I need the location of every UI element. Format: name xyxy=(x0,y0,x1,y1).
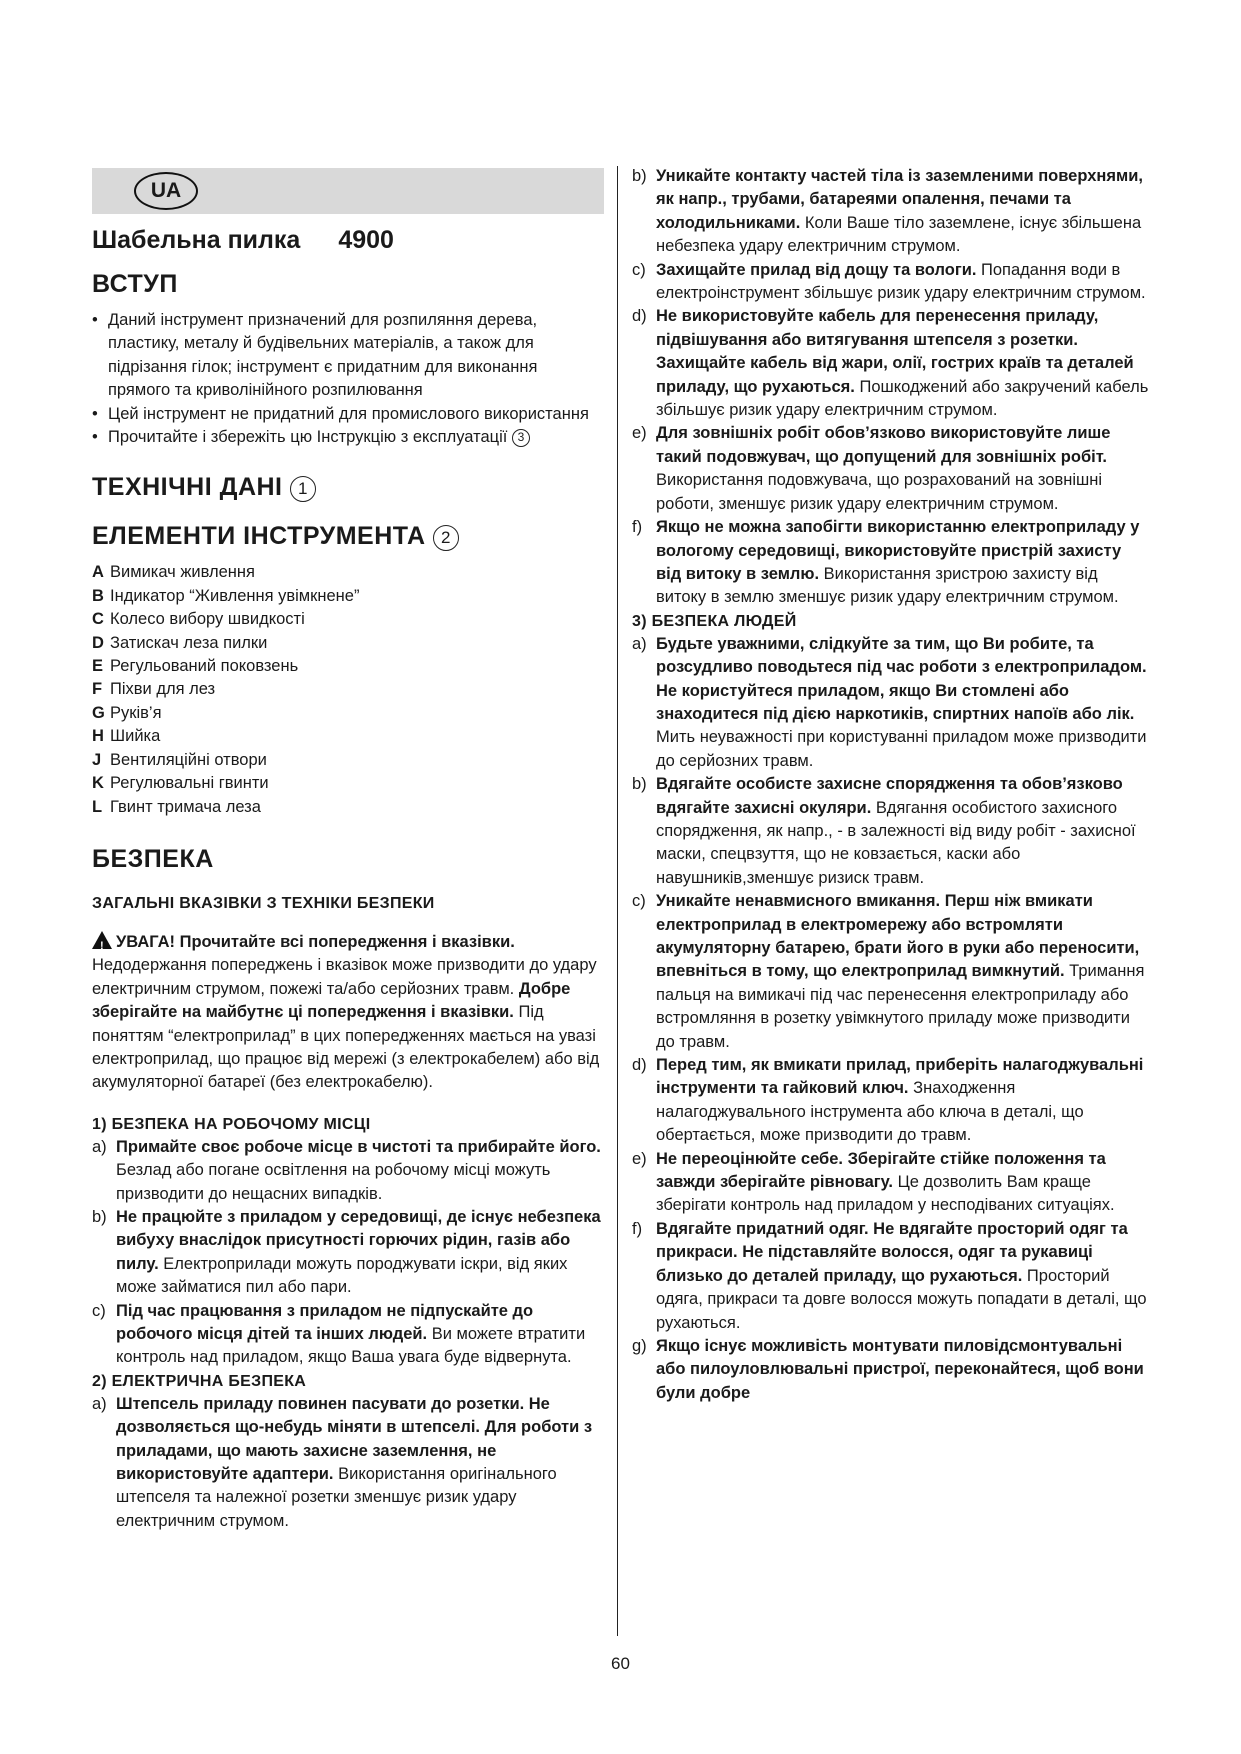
electrical-safety-heading: 2) ЕЛЕКТРИЧНА БЕЗПЕКА xyxy=(92,1372,307,1390)
item-text: Вдягання особистого захисного спорядження, як напр., - в залежності від виду робіт - захисної маски, спецвзуття, що не ковзається, каски або навушників,зменшує ризиск травм. xyxy=(656,798,1136,887)
part-key: D xyxy=(92,633,104,652)
safety-item xyxy=(92,1300,604,1370)
item-text: Просторий одяга, прикраси та довге волосся можуть попадати в деталі, що рухаються. xyxy=(656,1266,1147,1332)
figure-ref-3: 3 xyxy=(512,429,530,447)
safety-item xyxy=(632,422,1150,516)
item-text: Ви можете втратити контроль над приладом, якщо Ваша увага буде відвернута. xyxy=(116,1325,586,1367)
item-letter: e) xyxy=(632,1149,647,1168)
part-key: B xyxy=(92,586,104,605)
warning-keep: Добре зберігайте на майбутнє ці попередження і вказівки. xyxy=(92,979,571,1022)
item-bold: Під час працювання з приладом не підпускайте до робочого місця дітей та інших людей. xyxy=(116,1301,534,1343)
parts-list-item xyxy=(92,772,604,795)
item-letter: c) xyxy=(632,892,646,911)
part-key: J xyxy=(92,750,102,769)
item-bold: Будьте уважними, слідкуйте за тим, що Ви робите, та розсудливо поводьтеся під час роботи з електроприладом. Не користуйтеся приладом, якщо Ви стомлені або знаходитеся під дією наркотиків, спиртних напоїв або лік. xyxy=(656,634,1147,723)
item-text: Знаходження налагоджувального інструмента або ключа в деталі, що обертається, може призводити до травм. xyxy=(656,1079,1084,1145)
item-letter: c) xyxy=(632,260,646,279)
safety-item xyxy=(632,165,1150,259)
elements-heading xyxy=(92,522,604,551)
item-letter: b) xyxy=(632,167,647,185)
part-key: L xyxy=(92,797,103,816)
safety-item xyxy=(632,516,1150,610)
item-letter: d) xyxy=(632,1056,647,1075)
item-text: Коли Ваше тіло заземлене, існує збільшена небезпека удару електричним струмом. xyxy=(656,213,1142,256)
safety-item xyxy=(632,1335,1150,1405)
personal-safety-heading: 3) БЕЗПЕКА ЛЮДЕЙ xyxy=(632,612,797,630)
item-letter: b) xyxy=(632,775,647,794)
warning-icon: ! xyxy=(92,931,112,949)
item-bold: Якщо не можна запобігти використанню електроприладу у вологому середовищі, використовуйте пристрій захисту від витоку в землю. xyxy=(656,518,1140,583)
part-label: Піхви для лез xyxy=(110,680,216,699)
safety-item xyxy=(632,259,1150,306)
elements-heading-text: ЕЛЕМЕНТИ ІНСТРУМЕНТА xyxy=(92,522,426,551)
part-label: Колесо вибору швидкості xyxy=(110,610,305,629)
item-letter: e) xyxy=(632,424,647,443)
item-letter: f) xyxy=(632,1219,643,1238)
item-bold: Уникайте контакту частей тіла із заземленими поверхнями, як напр., трубами, батареями опалення, печами та холодильниками. xyxy=(656,167,1143,232)
part-key: A xyxy=(92,563,104,582)
part-key: H xyxy=(92,727,104,746)
part-label: Затискач леза пилки xyxy=(110,633,268,652)
item-letter: f) xyxy=(632,518,643,537)
part-key: F xyxy=(92,680,103,699)
parts-list xyxy=(92,561,604,818)
parts-list-item xyxy=(92,608,604,631)
intro-bullet xyxy=(92,426,604,449)
left-column xyxy=(92,270,604,1533)
safety-heading: БЕЗПЕКА xyxy=(92,844,214,873)
item-text: Тримання пальця на вимикачі під час перенесення електроприладу або встромляння в розетку увімкнутого приладу може призводити до травм. xyxy=(656,962,1145,1051)
parts-list-item xyxy=(92,632,604,655)
safety-item xyxy=(632,1054,1150,1148)
safety-item xyxy=(632,633,1150,773)
item-text: Використання зристрою захисту від витоку в землю зменшує ризик удару електричним струмом. xyxy=(656,564,1119,607)
intro-bullet: • Цей інструмент не придатний для промислового використання xyxy=(92,403,604,426)
item-text: Безлад або погане освітлення на робочому місці можуть призводити до нещасних випадків. xyxy=(116,1161,551,1203)
item-letter: g) xyxy=(632,1336,647,1355)
item-text: Попадання води в електроінструмент збільшує ризик удару електричним струмом. xyxy=(656,260,1146,303)
part-label: Руків’я xyxy=(110,703,162,722)
item-bold: Для зовнішніх робіт обов’язково використовуйте лише такий подовжувач, що допущений для зовнішніх робіт. xyxy=(656,424,1111,466)
item-bold: Перед тим, як вмикати прилад, приберіть налагоджувальні інструменти та гайковий ключ. xyxy=(656,1056,1144,1098)
item-bold: Вдягайте придатний одяг. Не вдягайте просторий одяг та прикраси. Не підставляйте волосся, одяг та рукавиці близько до деталей приладу, що рухаються. xyxy=(656,1219,1128,1285)
parts-list-item xyxy=(92,678,604,701)
part-key: E xyxy=(92,657,104,676)
item-text: Використання оригінального штепселя та належної розетки зменшує ризик удару електричним струмом. xyxy=(116,1465,557,1530)
document-title xyxy=(92,226,604,255)
language-badge: UA xyxy=(134,172,198,210)
item-bold: Примайте своє робоче місце в чистоті та прибирайте його. xyxy=(116,1137,601,1156)
part-label: Регульований поковзень xyxy=(110,657,299,676)
part-key: K xyxy=(92,774,104,793)
item-text: Використання подовжувача, що розрахований на зовнішні роботи, зменшує ризик удару електричним струмом. xyxy=(656,471,1103,513)
part-label: Шийка xyxy=(110,727,161,746)
warning-definition: Під поняттям “електроприлад” в цих попередженнях мається на увазі електроприлад, що працює від мережі (з електрокабелем) або від акумуляторної батареї (без електрокабелю). xyxy=(92,1003,600,1092)
item-letter: a) xyxy=(92,1394,107,1413)
intro-heading: ВСТУП xyxy=(92,270,178,298)
safety-item xyxy=(632,1148,1150,1218)
part-key: C xyxy=(92,610,104,629)
warning-paragraph xyxy=(92,931,604,1095)
parts-list-item xyxy=(92,702,604,725)
safety-item xyxy=(632,890,1150,1054)
tech-heading xyxy=(92,473,604,502)
item-bold: Штепсель приладу повинен пасувати до розетки. Не дозволяється що-небудь міняти в штепселі. Для роботи з приладами, що мають захисне заземлення, не використовуйте адаптери. xyxy=(116,1394,593,1484)
parts-list-item xyxy=(92,655,604,678)
warning-text: Недодержання попереджень і вказівок може призводити до удару електричним струмом, пожежі та/або серйозних травм. xyxy=(92,956,597,998)
item-letter: b) xyxy=(92,1207,107,1226)
part-label: Вентиляційні отвори xyxy=(110,750,267,769)
general-safety-heading: ЗАГАЛЬНІ ВКАЗІВКИ З ТЕХНІКИ БЕЗПЕКИ xyxy=(92,894,435,912)
product-name: Шабельна пилка xyxy=(92,226,301,254)
part-label: Гвинт тримача леза xyxy=(110,797,261,816)
item-bold: Не працюйте з приладом у середовищі, де існує небезпека вибуху внаслідок присутності горючих рідин, газів або пилу. xyxy=(116,1207,601,1273)
safety-item xyxy=(632,1218,1150,1335)
column-divider xyxy=(617,166,618,1636)
parts-list-item xyxy=(92,585,604,608)
item-text: Електроприлади можуть породжувати іскри, від яких може займатися пил або пари. xyxy=(116,1254,568,1297)
item-bold: Уникайте ненавмисного вмикання. Перш ніж вмикати електроприлад в електромережу або встромляти акумуляторну батарею, брати його в руки або переносити, впевніться в тому, що електроприлад вимкнутий. xyxy=(656,892,1140,981)
figure-ref-1: 1 xyxy=(290,476,316,502)
part-label: Індикатор “Живлення увімкнене” xyxy=(110,586,360,605)
parts-list-item xyxy=(92,725,604,748)
language-bar xyxy=(92,168,604,214)
tech-heading-text: ТЕХНІЧНІ ДАНІ xyxy=(92,473,283,502)
warning-title: УВАГА! Прочитайте всі попередження і вказівки. xyxy=(116,932,515,951)
safety-item xyxy=(92,1393,604,1533)
item-bold: Вдягайте особисте захисне спорядження та обов’язково вдягайте захисні окуляри. xyxy=(656,775,1123,817)
parts-list-item xyxy=(92,749,604,772)
part-label: Регулювальні гвинти xyxy=(110,774,269,793)
item-letter: d) xyxy=(632,307,647,326)
item-bold: Якщо існує можливість монтувати пиловідсмонтувальні або пилоуловлювальні пристрої, переконайтеся, щоб вони були добре xyxy=(656,1336,1144,1402)
model-number: 4900 xyxy=(338,226,394,254)
safety-item xyxy=(632,773,1150,890)
part-key: G xyxy=(92,703,105,722)
parts-list-item xyxy=(92,561,604,584)
intro-bullet-text: Прочитайте і збережіть цю Інструкцію з експлуатації xyxy=(108,428,508,447)
item-text: Пошкоджений або закручений кабель збільшує ризик удару електричним струмом. xyxy=(656,377,1149,420)
item-letter: a) xyxy=(92,1137,107,1156)
part-label: Вимикач живлення xyxy=(110,563,255,582)
safety-item xyxy=(92,1136,604,1206)
safety-item xyxy=(632,305,1150,422)
item-bold: Захищайте прилад від дощу та вологи. xyxy=(656,260,977,279)
item-text: Мить неуважності при користуванні приладом може призводити до серйозних травм. xyxy=(656,728,1147,770)
item-letter: a) xyxy=(632,634,647,653)
item-bold: Не переоцінюйте себе. Зберігайте стійке положення та завжди зберігайте рівновагу. xyxy=(656,1149,1106,1192)
page-number: 60 xyxy=(611,1654,630,1673)
right-column xyxy=(632,165,1150,1405)
item-bold: Не використовуйте кабель для перенесення приладу, підвішування або витягування штепселя з розетки. Захищайте кабель від жари, олії, гострих країв та деталей приладу, що рухаються. xyxy=(656,307,1134,396)
item-text: Це дозволить Вам краще зберігати контроль над приладом у несподіваних ситуаціях. xyxy=(656,1173,1115,1215)
work-area-heading: 1) БЕЗПЕКА НА РОБОЧОМУ МІСЦІ xyxy=(92,1115,371,1133)
figure-ref-2: 2 xyxy=(433,525,459,551)
item-letter: c) xyxy=(92,1301,106,1320)
intro-bullet: • Даний інструмент призначений для розпиляння дерева, пластику, металу й будівельних матеріалів, а також для підрізання гілок; інструмент є придатним для виконання прямого та криволінійного розпилювання xyxy=(92,309,604,403)
parts-list-item xyxy=(92,796,604,819)
safety-item xyxy=(92,1206,604,1300)
